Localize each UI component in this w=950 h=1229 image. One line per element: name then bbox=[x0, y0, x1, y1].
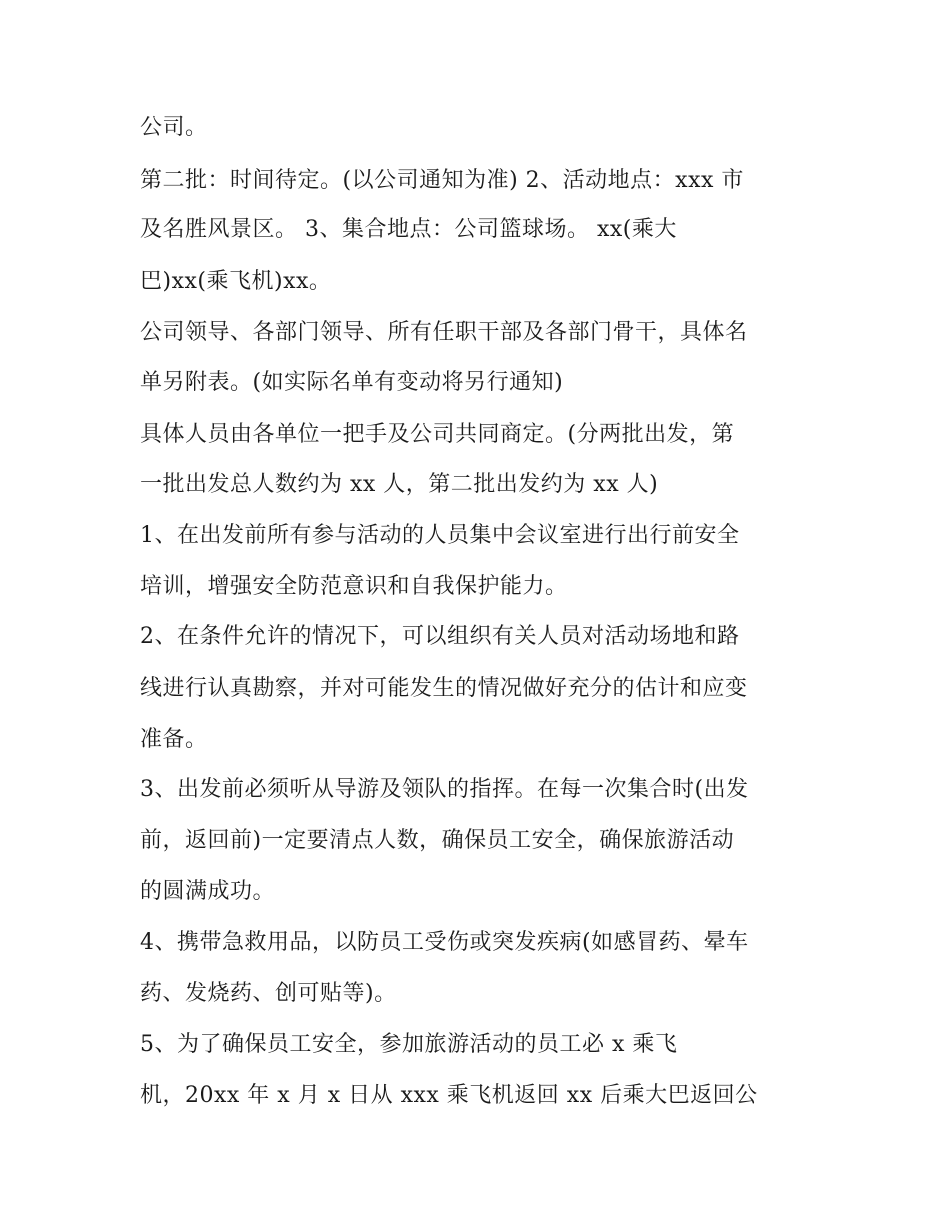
text-line: 1、在出发前所有参与活动的人员集中会议室进行出行前安全 bbox=[140, 523, 740, 548]
text-line: 巴)xx(乘飞机)xx。 bbox=[140, 269, 332, 294]
text-line: 的圆满成功。 bbox=[140, 879, 276, 904]
text-line: 具体人员由各单位一把手及公司共同商定。(分两批出发，第 bbox=[140, 422, 735, 447]
text-line: 4、携带急救用品，以防员工受伤或突发疾病(如感冒药、晕车 bbox=[140, 930, 749, 955]
text-line: 公司领导、各部门领导、所有任职干部及各部门骨干，具体名 bbox=[140, 320, 748, 345]
text-line: 3、出发前必须听从导游及领队的指挥。在每一次集合时(出发 bbox=[140, 777, 749, 802]
text-line: 前，返回前)一定要清点人数，确保员工安全，确保旅游活动 bbox=[140, 828, 735, 853]
text-line: 公司。 bbox=[140, 115, 208, 140]
text-line: 一批出发总人数约为 xx 人，第二批出发约为 xx 人) bbox=[140, 472, 659, 497]
text-line: 药、发烧药、创可贴等)。 bbox=[140, 981, 397, 1006]
text-line: 2、在条件允许的情况下，可以组织有关人员对活动场地和路 bbox=[140, 624, 740, 649]
text-line: 准备。 bbox=[140, 727, 208, 752]
text-line: 第二批：时间待定。(以公司通知为准) 2、活动地点：xxx 市 bbox=[140, 168, 744, 193]
text-line: 培训，增强安全防范意识和自我保护能力。 bbox=[140, 574, 568, 599]
text-line: 及名胜风景区。 3、集合地点：公司篮球场。 xx(乘大 bbox=[140, 217, 677, 242]
text-line: 机，20xx 年 x 月 x 日从 xxx 乘飞机返回 xx 后乘大巴返回公 bbox=[140, 1083, 758, 1108]
text-line: 单另附表。(如实际名单有变动将另行通知) bbox=[140, 370, 564, 395]
text-line: 线进行认真勘察，并对可能发生的情况做好充分的估计和应变 bbox=[140, 676, 748, 701]
text-line: 5、为了确保员工安全，参加旅游活动的员工必 x 乘飞 bbox=[140, 1032, 678, 1057]
